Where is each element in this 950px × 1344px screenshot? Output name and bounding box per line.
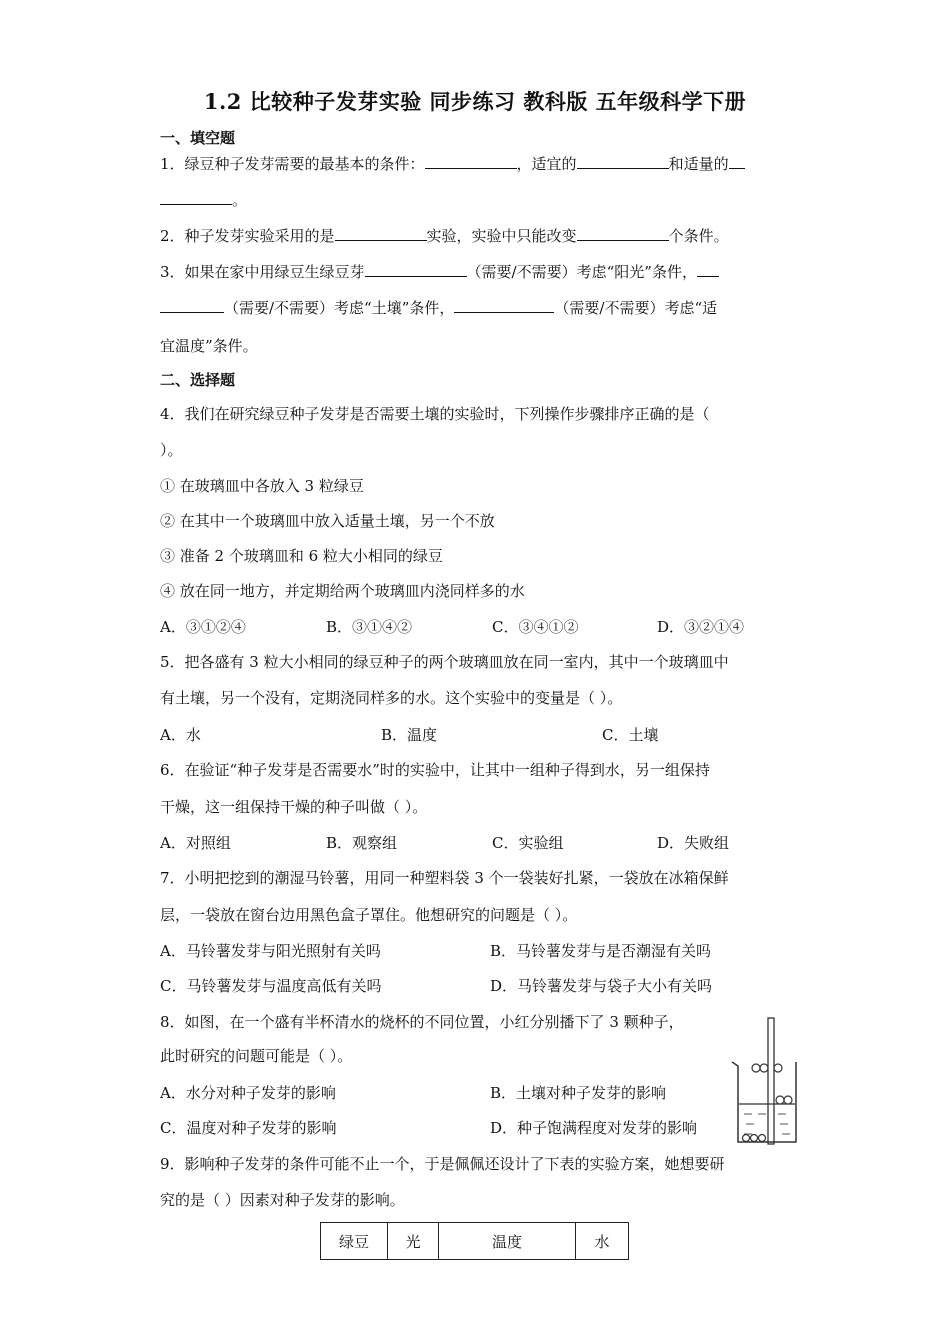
q4-step-1: ① 在玻璃皿中各放入 3 粒绿豆 (160, 477, 364, 495)
question-4-stem-2: ）。 (160, 441, 183, 459)
q5-option-a[interactable]: A．水 (160, 726, 201, 744)
q8-option-d[interactable]: D．种子饱满程度对发芽的影响 (490, 1119, 698, 1137)
q8-option-b[interactable]: B．土壤对种子发芽的影响 (490, 1084, 667, 1102)
q4-option-d[interactable]: D．③②①④ (657, 618, 745, 636)
q1-blank-2[interactable] (577, 154, 669, 169)
question-3-line-3: 宜温度”条件。 (160, 337, 258, 355)
beaker-illustration (728, 1016, 800, 1146)
question-8-stem-1: 8．如图，在一个盛有半杯清水的烧杯的不同位置，小红分别播下了 3 颗种子， (160, 1013, 684, 1031)
table-header-mungbean: 绿豆 (321, 1223, 388, 1260)
water-hatch (744, 1114, 790, 1134)
q4-option-a[interactable]: A．③①②④ (160, 618, 246, 636)
q2-text-b: 实验，实验中只能改变 (426, 227, 577, 245)
q8-option-c[interactable]: C．温度对种子发芽的影响 (160, 1119, 337, 1137)
q1-text-c: 和适量的 (668, 155, 729, 173)
q4-step-2: ② 在其中一个玻璃皿中放入适量土壤，另一个不放 (160, 512, 495, 530)
q1-text-a: 1．绿豆种子发芽需要的最基本的条件： (160, 155, 425, 173)
q5-option-b[interactable]: B．温度 (381, 726, 438, 744)
q7-option-c[interactable]: C．马铃薯发芽与温度高低有关吗 (160, 977, 382, 995)
q2-blank-1[interactable] (335, 226, 427, 241)
seeds (743, 1064, 793, 1142)
q2-blank-2[interactable] (577, 226, 669, 241)
q1-blank-3a[interactable] (729, 154, 745, 169)
q3-blank-2a[interactable] (697, 262, 719, 277)
question-4-stem-1: 4．我们在研究绿豆种子发芽是否需要土壤的实验时，下列操作步骤排序正确的是（ (160, 405, 710, 423)
table-header-temperature: 温度 (439, 1223, 576, 1260)
q8-option-a[interactable]: A．水分对种子发芽的影响 (160, 1084, 336, 1102)
q2-text-a: 2．种子发芽实验采用的是 (160, 227, 335, 245)
q5-option-c[interactable]: C．土壤 (602, 726, 659, 744)
page-title: 1.2 比较种子发芽实验 同步练习 教科版 五年级科学下册 (203, 89, 747, 114)
question-6-stem-1: 6．在验证“种子发芽是否需要水”时的实验中，让其中一组种子得到水，另一组保持 (160, 761, 710, 779)
question-7-stem-1: 7．小明把挖到的潮湿马铃薯，用同一种塑料袋 3 个一袋装好扎紧，一袋放在冰箱保鲜 (160, 869, 729, 887)
q6-option-b[interactable]: B．观察组 (326, 834, 398, 852)
q6-option-c[interactable]: C．实验组 (492, 834, 564, 852)
question-6-stem-2: 干燥，这一组保持干燥的种子叫做（ ）。 (160, 798, 428, 816)
q6-option-d[interactable]: D．失败组 (657, 834, 730, 852)
glass-rod (768, 1018, 774, 1144)
table-header-light: 光 (388, 1223, 439, 1260)
q7-option-a[interactable]: A．马铃薯发芽与阳光照射有关吗 (160, 942, 381, 960)
question-3-line-1 (160, 262, 719, 282)
q6-option-a[interactable]: A．对照组 (160, 834, 231, 852)
q1-blank-1[interactable] (425, 154, 517, 169)
q4-step-3: ③ 准备 2 个玻璃皿和 6 粒大小相同的绿豆 (160, 547, 443, 565)
section-fill-heading: 一、填空题 (160, 129, 236, 147)
table-header-water: 水 (576, 1223, 629, 1260)
q3-blank-3[interactable] (454, 298, 554, 313)
q4-step-4: ④ 放在同一地方，并定期给两个玻璃皿内浇同样多的水 (160, 582, 525, 600)
question-8-stem-2: 此时研究的问题可能是（ ）。 (160, 1047, 353, 1065)
q1-blank-3b[interactable] (160, 190, 232, 205)
q3-text-d: （需要/不需要）考虑“适 (554, 299, 718, 317)
question-5-stem-2: 有土壤，另一个没有，定期浇同样多的水。这个实验中的变量是（ ）。 (160, 689, 623, 707)
question-9-stem-2: 究的是（ ）因素对种子发芽的影响。 (160, 1191, 405, 1209)
q7-option-d[interactable]: D．马铃薯发芽与袋子大小有关吗 (490, 977, 713, 995)
q3-text-c: （需要/不需要）考虑“土壤”条件， (224, 299, 455, 317)
question-3-line-2 (160, 298, 717, 318)
q7-option-b[interactable]: B．马铃薯发芽与是否潮湿有关吗 (490, 942, 712, 960)
question-2 (160, 226, 729, 246)
question-5-stem-1: 5．把各盛有 3 粒大小相同的绿豆种子的两个玻璃皿放在同一室内，其中一个玻璃皿中 (160, 653, 729, 671)
section-choice-heading: 二、选择题 (160, 371, 236, 389)
q1-text-b: ，适宜的 (516, 155, 577, 173)
q3-text-a: 3．如果在家中用绿豆生绿豆芽 (160, 263, 365, 281)
question-1-line-1 (160, 154, 745, 174)
q1-end: 。 (232, 191, 248, 209)
question-9-stem-1: 9．影响种子发芽的条件可能不止一个，于是佩佩还设计了下表的实验方案，她想要研 (160, 1155, 725, 1173)
q3-text-b: （需要/不需要）考虑“阳光”条件， (466, 263, 697, 281)
table-header-row (321, 1223, 629, 1260)
question-7-stem-2: 层，一袋放在窗台边用黑色盒子罩住。他想研究的问题是（ ）。 (160, 906, 578, 924)
q4-option-c[interactable]: C．③④①② (492, 618, 579, 636)
q2-text-c: 个条件。 (668, 227, 729, 245)
question-1-line-2 (160, 190, 247, 210)
q3-blank-2b[interactable] (160, 298, 224, 313)
q3-blank-1[interactable] (365, 262, 467, 277)
q4-option-b[interactable]: B．③①④② (326, 618, 413, 636)
experiment-table (320, 1222, 629, 1260)
